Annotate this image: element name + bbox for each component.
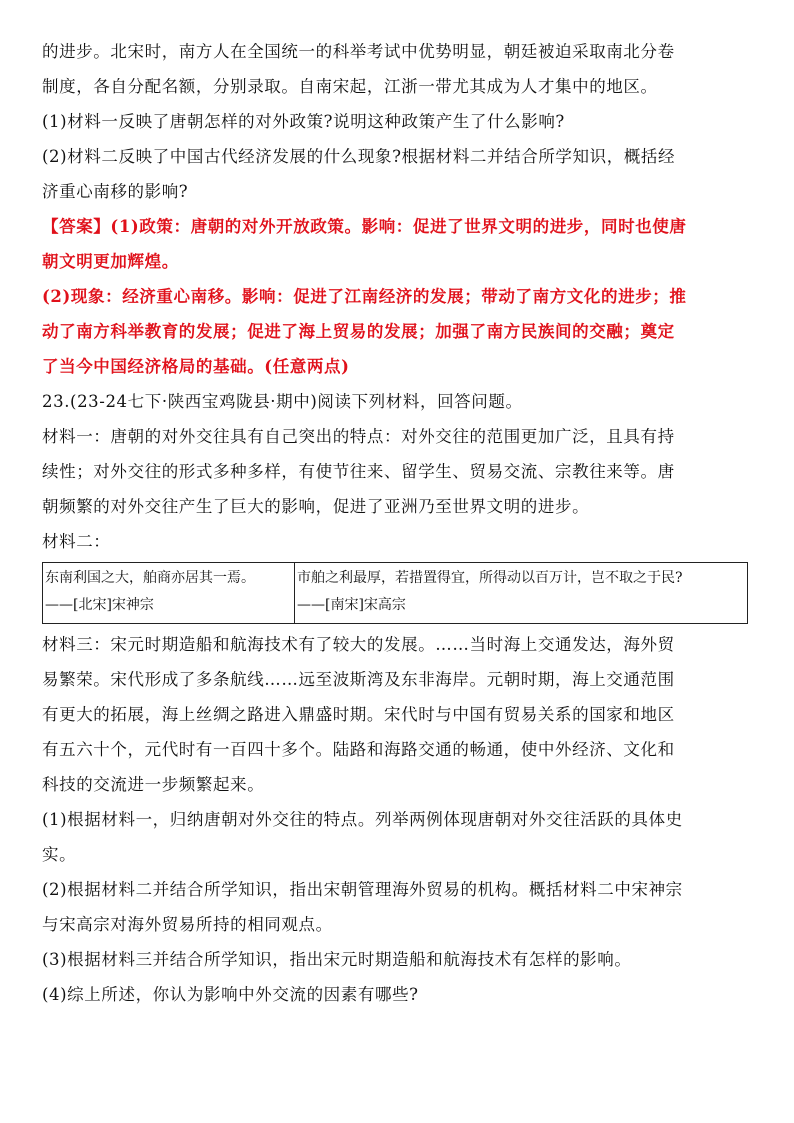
answer-1 — [42, 209, 754, 244]
answer-1-text: (1)政策：唐朝的对外开放政策。影响：促进了世界文明的进步，同时也使唐 — [110, 217, 687, 236]
sub-question-3: (3)根据材料三并结合所学知识，指出宋元时期造船和航海技术有怎样的影响。 — [42, 950, 632, 969]
material-1: 材料一：唐朝的对外交往具有自己突出的特点：对外交往的范围更加广泛，且具有持 — [42, 427, 675, 446]
quote-cell-left — [43, 563, 295, 624]
question-2-cont: 济重心南移的影响? — [42, 182, 189, 201]
text-line: 制度，各自分配名额，分别录取。自南宋起，江浙一带尤其成为人才集中的地区。 — [42, 77, 658, 96]
sub-question-1: (1)根据材料一，归纳唐朝对外交往的特点。列举两例体现唐朝对外交往活跃的具体史 — [42, 810, 683, 829]
sub-question-2: (2)根据材料二并结合所学知识，指出宋朝管理海外贸易的机构。概括材料二中宋神宗 — [42, 880, 683, 899]
material-3-cont: 科技的交流进一步频繁起来。 — [42, 775, 265, 794]
answer-2: (2)现象：经济重心南移。影响：促进了江南经济的发展；带动了南方文化的进步；推 — [42, 287, 687, 306]
quote-source: ——[北宋]宋神宗 — [45, 597, 154, 613]
quote-text: 东南利国之大，舶商亦居其一焉。 — [45, 570, 255, 586]
quote-text: 市舶之利最厚，若措置得宜，所得动以百万计，岂不取之于民? — [297, 570, 683, 586]
question-1: (1)材料一反映了唐朝怎样的对外政策?说明这种政策产生了什么影响? — [42, 112, 565, 131]
material-2-table — [42, 562, 748, 624]
material-3-cont: 有五六十个，元代时有一百四十多个。陆路和海路交通的畅通，使中外经济、文化和 — [42, 740, 675, 759]
material-3-cont: 有更大的拓展，海上丝绸之路进入鼎盛时期。宋代时与中国有贸易关系的国家和地区 — [42, 705, 675, 724]
answer-1-cont: 朝文明更加辉煌。 — [42, 252, 179, 271]
sub-question-4: (4)综上所述，你认为影响中外交流的因素有哪些? — [42, 985, 419, 1004]
material-1-cont: 续性；对外交往的形式多种多样，有使节往来、留学生、贸易交流、宗教往来等。唐 — [42, 462, 675, 481]
sub-question-2-cont: 与宋高宗对海外贸易所持的相同观点。 — [42, 915, 333, 934]
answer-2-cont: 动了南方科举教育的发展；促进了海上贸易的发展；加强了南方民族间的交融；奠定 — [42, 322, 675, 341]
quote-cell-right — [295, 563, 748, 624]
answer-tag: 【答案】 — [42, 217, 111, 236]
material-3: 材料三：宋元时期造船和航海技术有了较大的发展。……当时海上交通发达，海外贸 — [42, 635, 675, 654]
material-1-cont: 朝频繁的对外交往产生了巨大的影响，促进了亚洲乃至世界文明的进步。 — [42, 497, 590, 516]
question-23-header: 23.(23-24七下·陕西宝鸡陇县·期中)阅读下列材料，回答问题。 — [42, 392, 523, 411]
answer-2-cont: 了当今中国经济格局的基础。(任意两点) — [42, 357, 350, 376]
material-3-cont: 易繁荣。宋代形成了多条航线……远至波斯湾及东非海岸。元朝时期，海上交通范围 — [42, 670, 675, 689]
material-2-label: 材料二： — [42, 532, 111, 551]
question-2: (2)材料二反映了中国古代经济发展的什么现象?根据材料二并结合所学知识，概括经 — [42, 147, 676, 166]
document-page — [42, 34, 754, 1012]
sub-question-1-cont: 实。 — [42, 845, 77, 864]
text-line: 的进步。北宋时，南方人在全国统一的科举考试中优势明显，朝廷被迫采取南北分卷 — [42, 42, 675, 61]
quote-source: ——[南宋]宋高宗 — [297, 597, 406, 613]
